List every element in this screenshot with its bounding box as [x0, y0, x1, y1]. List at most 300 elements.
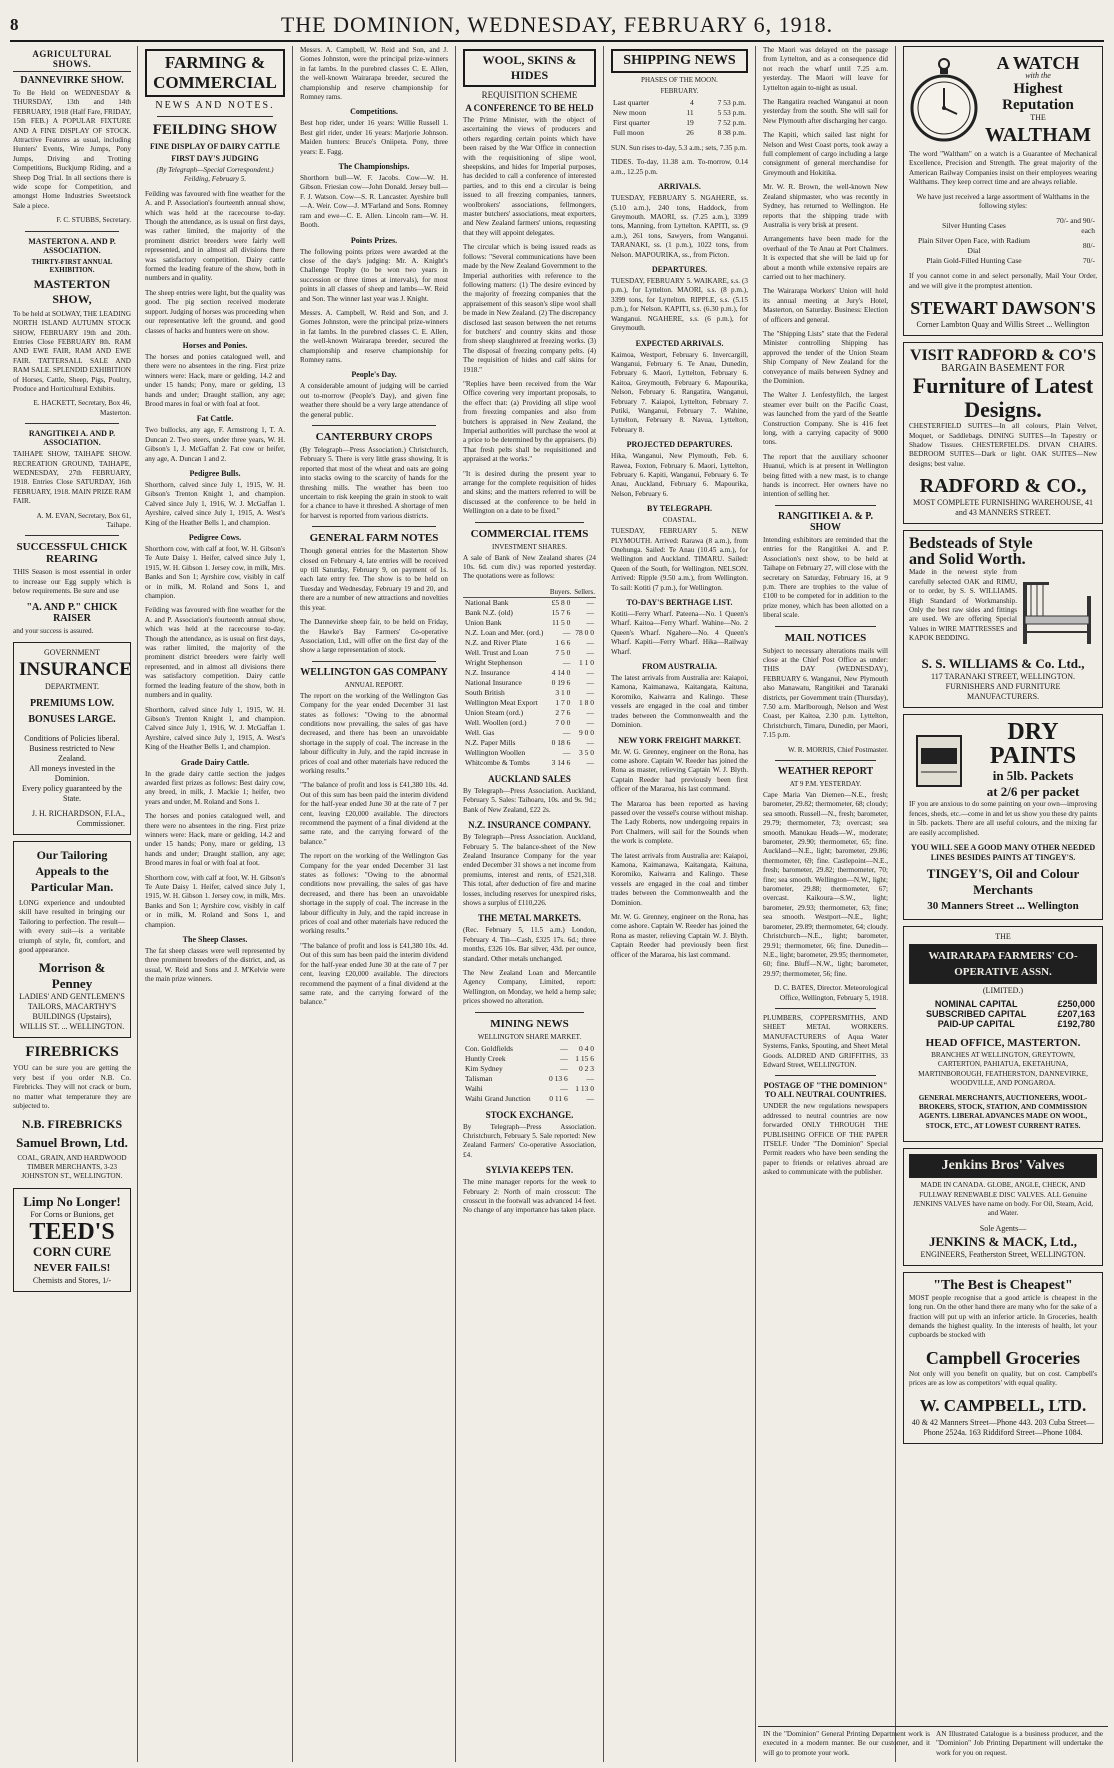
column-6	[758, 46, 893, 1762]
table-cell: —	[560, 1063, 568, 1073]
article-paragraph: The horses and ponies catalogued well, and there were no absentees in the ring. First prize winners were: Hack, mare or gelding, 14.2 and under 15 hands; Pony, mare or gelding, 13 hands and under; Draught stallion, any age; Brood mares in foal or with foal at foot.	[145, 352, 285, 408]
table-row	[463, 748, 596, 758]
article-paragraph: Kotiti—Ferry Wharf. Pateena—No. 1 Queen's Wharf. Kaitoa—Ferry Wharf. Wahine—No. 2 Queen's Wharf. Ngahere—No. 4 Queen's Wharf. Kapiti—Ferry Wharf. Hika—Railway Wharf.	[611, 610, 748, 656]
article-subheading: TO-DAY'S BERTHAGE LIST.	[626, 598, 733, 608]
article-paragraph: The report that the auxiliary schooner Huanui, which is at present in Wellington being fitted with a new mast, is to change hands is incorrect. Her owners have no intention of selling her.	[763, 452, 888, 499]
article-paragraph: SUN. Sun rises to-day, 5.3 a.m.; sets, 7.35 p.m.	[611, 144, 747, 152]
bedsteads-ad	[903, 530, 1103, 708]
page-number: 8	[10, 15, 19, 34]
table-row	[611, 128, 748, 138]
ad-title: VISIT RADFORD & CO'S	[910, 347, 1096, 365]
article-subheading: Points Prizes.	[350, 235, 398, 245]
masthead-title: THE DOMINION, WEDNESDAY, FEBRUARY 6, 1918.	[280, 12, 834, 37]
table-cell: Huntly Creek	[465, 1053, 506, 1063]
table-cell: 0 11 6	[549, 1093, 568, 1103]
ad-title: MASTERTON SHOW,	[33, 276, 111, 306]
ad-line: THE	[1030, 113, 1046, 122]
column-7	[898, 46, 1108, 1722]
article-paragraph: Messrs. A. Campbell, W. Reid and Son, and J. Gomes Johnston, were the principal prize-winners in fat lambs. In the purebred classes C. E. Allen, the well-known Wairarapa breeder, secured the championship and reserve championship for Romney rams.	[300, 46, 448, 102]
section-heading: FARMING & COMMERCIAL	[145, 49, 285, 97]
article-deck: FIRST DAY'S JUDGING	[171, 154, 259, 163]
farmers-cooperative-ad	[903, 926, 1103, 1142]
table-row	[611, 108, 748, 118]
ad-line: DEPARTMENT.	[45, 682, 99, 692]
table-row	[463, 708, 596, 718]
article-subheading: COASTAL.	[662, 516, 697, 525]
ad-firm: W. CAMPBELL, LTD.	[919, 1395, 1087, 1415]
table-cell: —	[586, 707, 594, 717]
ad-signoff: F. C. STUBBS, Secretary.	[56, 216, 131, 225]
ad-text: THIS Season is most essential in order to increase our Egg supply which is below requirements. Be sure and use	[13, 568, 131, 596]
table-row	[463, 1054, 596, 1064]
ad-signoff: E. HACKETT, Secretary, Box 46, Masterton.	[33, 399, 131, 417]
table-cell: Well. Woollen (ord.)	[465, 717, 527, 727]
article-paragraph: The latest arrivals from Australia are: Kaiapoi, Kamona, Kaimanawa, Kaitangata, Kaituna, Koromiko, Kaiwarra and Kalingo. These vessels are engaged in the coal and timber trades between the Commonwealth and the Dominion.	[611, 674, 748, 730]
table-row	[463, 738, 596, 748]
article-headline: MAIL NOTICES	[784, 631, 867, 644]
table-cell: —	[586, 687, 594, 697]
table-cell: 11	[686, 108, 694, 117]
article-paragraph: The Rangatira reached Wanganui at noon yesterday from the south. She will sail for New Plymouth after discharging her cargo.	[763, 98, 888, 125]
table-header	[463, 587, 548, 598]
table-cell: 3 14 6	[551, 757, 571, 767]
article-paragraph: The Prime Minister, with the object of ascertaining the views of producers and others regarding certain points which have been raised by the War Office in connection with the requisitioning of slipe wool, sheepskins, and hides for Imperial purposes, has decided to call a conference of interested parties, and to this end a circular is being issued to all freezing companies, tanners, woolbrokers' associations, fellmongers, master butchers' associations, meat exporters, and New Zealand farmers' unions, requesting that they will appoint delegates.	[463, 116, 596, 237]
table-cell: —	[586, 647, 594, 657]
table-row	[463, 1064, 596, 1074]
article-paragraph: Kaimoa, Westport, February 6. Invercargill, Wanganui, February 6. Te Anau, Dunedin, February 6. Maori, Lyttelton, February 6. Kaitoa, Greymouth, February 6. Mapourika, Nelson, February 6. Rangatira, Wanganui, February 7. Kaiapoi, Lyttelton, February 7. Putiki, Wanganui, February 7. Wahine, Lyttelton, February 8. Navua, Lyttelton, February 8.	[611, 350, 748, 434]
ad-text: BRANCHES AT WELLINGTON, GREYTOWN, CARTERTON, PAHIATUA, EKETAHUNA, MARTINBOROUGH, FEATHERSTON, DANNEVIRKE, WOODVILLE, AND PONGAROA.	[918, 1050, 1088, 1088]
table-cell: Union Bank	[465, 617, 502, 627]
table-cell: Wellington Woollen	[465, 747, 526, 757]
ad-text: and your success is assured.	[13, 626, 94, 635]
article-paragraph: Cape Maria Van Diemen—N.E., fresh; barometer, 29.82; thermometer, 68; cloudy; sea smooth. Russell—N., fresh; barometer, 29.79; thermometer, 73; overcast; sea smooth. Manukau Heads—W., moderate; barometer, 29.90; thermometer, 65; fine. Auckland—N.E., light; barometer, 29.86; thermometer, 69; fine. Castlepoint—N.E., fresh; barometer, 29.82; thermometer, 70; fine; sea smooth. Wellington—N.W., light; barometer, 29.88; thermometer, 67; overcast. Kaikoura—S.W., light; barometer, 29.93; thermometer, 63; fine; sea smooth. Westport—N.E., light; barometer, 29.89; thermometer, 64; cloudy. Christchurch—N.E., light; barometer, 29.91; thermometer, 66; fine. Dunedin—N.E., light; barometer, 29.95; thermometer, 60; fine. Bluff—N.W., light; barometer, 29.97; thermometer, 56; fine.	[763, 791, 888, 978]
table-cell: Con. Goldfields	[465, 1043, 513, 1053]
article-deck: INVESTMENT SHARES.	[492, 542, 567, 551]
table-cell: —	[586, 757, 594, 767]
article-paragraph: The report on the working of the Wellington Gas Company for the year ended December 31 last states as follows: "Owing to the abnormal conditions now prevailing, the sales of gas have decreased, and there has been an unavoidable shortage in the supply of coal. The increase in the labour difficulty in July, and the rapid increase in prices of coal and other materials have reduced the working results."	[300, 691, 448, 775]
ad-brand: TEED'S	[29, 1218, 115, 1245]
article-subheading: The Championships.	[338, 162, 410, 172]
ad-line: HEAD OFFICE, MASTERTON.	[925, 1036, 1081, 1049]
table-row	[463, 678, 596, 688]
table-cell: 15 7 6	[551, 607, 571, 617]
article-subheading: EXPECTED ARRIVALS.	[635, 338, 724, 348]
watch-price-list	[909, 216, 1097, 266]
article-paragraph: The fat sheep classes were well represented by three prominent breeders of the district, and, as usual, W. Reid and Sons and J. M'Kelvie were the main prize winners.	[145, 947, 285, 984]
article-paragraph: Mr. W. G. Grenney, engineer on the Rona, has come ashore. Captain W. Reeder has joined the Rona as master, relieving Captain W. J. Blyth. Captain Reeder had previously been first officer of the Mararoa, his last command.	[611, 913, 748, 959]
article-paragraph: The Kapiti, which sailed last night for Nelson and West Coast ports, took away a full complement of cargo including a large consignment of general merchandise for Greymouth and Hokitika.	[763, 131, 888, 177]
ad-line: BONUSES LARGE.	[28, 714, 116, 726]
article-paragraph: The Dannevirke sheep fair, to be held on Friday, the Hawke's Bay Farmers' Co-operative Association, Ltd., will offer on the first day of the show a large representation of stock.	[300, 618, 448, 655]
ad-title: N.B. FIREBRICKS	[21, 1116, 123, 1131]
ad-line: Sole Agents—	[979, 1223, 1027, 1233]
ad-subheading: THIRTY-FIRST ANNUAL EXHIBITION.	[31, 257, 113, 274]
article-paragraph: UNDER the new regulations newspapers addressed to neutral countries are now forwarded ONLY THROUGH THE PUBLISHING OFFICE OF THE PAPER ITSELF. Under "The Dominion" Special Permit readers who have been sending the paper to friends or relatives abroad are asked to communicate with the publisher.	[763, 1102, 888, 1177]
column-rule	[292, 46, 293, 1762]
column-rule	[895, 46, 896, 1762]
article-paragraph: By Telegraph—Press Association. Christchurch, February 5. Sale reported: New Zealand Farmers' Co-operative Association, £4.	[463, 1122, 596, 1159]
article-subheading: Competitions.	[350, 107, 398, 117]
table-row	[909, 999, 1097, 1009]
article-deck: ANNUAL REPORT.	[344, 680, 404, 689]
ad-line: LADIES' AND GENTLEMEN'S TAILORS, MACARTHY'S BUILDINGS (Upstairs), WILLIS ST. ... WELLINGTON.	[19, 992, 125, 1032]
article-paragraph: Feilding was favoured with fine weather for the A. and P. Association's fourteenth annual show, which was held at the racecourse to-day. Though the attendance, as is usual on first days, was rather limited, the majority of the prominent district breeders were fairly well represented, and in almost all divisions there was satisfactory competition. Dairy cattle formed the leading feature of the show, both in numbers and in quality.	[145, 189, 285, 283]
ad-title: Jenkins Bros' Valves	[941, 1158, 1065, 1174]
table-row	[463, 1084, 596, 1094]
table-cell: Plain Gold-Filled Hunting Case	[926, 256, 1022, 266]
article-paragraph: The Maori was delayed on the passage from Lyttelton, and as a consequence did not reach the wharf until 7.25 a.m. yesterday. The Maori will leave for Lyttelton again to-night as usual.	[763, 46, 888, 92]
article-headline: GENERAL FARM NOTES	[309, 532, 439, 545]
article-paragraph: Messrs. A. Campbell, W. Reid and Son, and J. Gomes Johnston, were the principal prize-winners in fat lambs. In the purebred classes C. E. Allen, the well-known Wairarapa breeder, secured the championship and reserve championship for Romney rams.	[300, 308, 448, 364]
table-cell: 2 7 6	[555, 707, 571, 717]
masthead	[10, 10, 1104, 42]
dry-paints-ad	[903, 714, 1103, 920]
ad-signoff: A. M. EVAN, Secretary, Box 61, Taihape.	[36, 511, 131, 529]
table-cell: £192,780	[1057, 1018, 1095, 1029]
ad-text: To be held at SOLWAY, THE LEADING NORTH ISLAND AUTUMN STOCK SHOW, FEBRUARY 19th and 20th. Entries Close FEBRUARY 8th. RAM AND EWE FAIR, RAM AND EWE FAIR. TATTERSALL SALE AND RAM SALE. SPLENDID EXHIBITION of Horses, Cattle, Sheep, Pigs, Poultry, Produce and Horticultural Exhibits.	[13, 309, 132, 393]
ad-title: Bedsteads of Style	[909, 535, 1033, 553]
table-cell: 8 38 p.m.	[717, 128, 746, 137]
table-cell: 1 8 0	[579, 697, 594, 707]
ad-line: Every policy guaranteed by the State.	[22, 784, 122, 804]
ad-line: 117 TARANAKI STREET, WELLINGTON.	[930, 672, 1075, 682]
table-cell: 4	[689, 98, 694, 107]
article-paragraph: The mine manager reports for the week to February 2: North of main crosscut: The crosscut in the footwall was advanced 14 feet. No change of any importance has taken place.	[463, 1178, 596, 1215]
moon-phases-table	[611, 98, 748, 138]
tailoring-ad	[13, 841, 131, 1038]
table-cell: 0 4 0	[579, 1043, 594, 1053]
article-headline: CANTERBURY CROPS	[315, 431, 433, 443]
article-paragraph: The horses and ponies catalogued well, and there were no absentees in the ring. First prize winners were: Hack, mare or gelding, 14.2 and under 15 hands; Pony, mare or gelding, 13 hands and under; Draught stallion, any age; Brood mares in foal or with foal at foot.	[145, 812, 285, 868]
article-headline: WELLINGTON GAS COMPANY	[300, 666, 448, 678]
table-row	[463, 1074, 596, 1084]
article-paragraph: TUESDAY, FEBRUARY 5. WAIKARE, s.s. (3 p.m.), for Lyttelton. MAORI, s.s. (8 p.m.), 3399 tons, for Lyttelton. RIPPLE, s.s. (5.15 p.m.), for Nelson. KAPITI, s.s. (6.30 p.m.), for Wanganui. NGAHERE, s.s. (6 p.m.), for Greymouth.	[611, 277, 748, 333]
ad-text: MADE IN CANADA. GLOBE, ANGLE, CHECK, AND FULLWAY RENEWABLE DISC VALVES. ALL Genuine JENKINS VALVES have name on body. For Oil, Steam, Acid, and Water.	[912, 1181, 1094, 1218]
article-paragraph: The report on the working of the Wellington Gas Company for the year ended December 31 last states as follows: "Owing to the abnormal conditions now prevailing, the sales of gas have decreased, and there has been an unavoidable shortage in the supply of coal. The increase in the labour difficulty in July, and the rapid increase in prices of coal and other materials have reduced the working results."	[300, 852, 448, 936]
table-cell: —	[560, 1083, 568, 1093]
ad-firm: WAIRARAPA FARMERS' CO-OPERATIVE ASSN.	[928, 949, 1078, 978]
section-heading: WOOL, SKINS & HIDES	[463, 49, 596, 87]
table-row	[463, 718, 596, 728]
column-rule	[455, 46, 456, 1762]
ad-text: To Be Held on WEDNESDAY & THURSDAY, 13th and 14th FEBRUARY, 1918 (Half Fare, FRIDAY, 15th FEB.) A POPULAR FIXTURE AND A FINE DISPLAY OF STOCK. Attractive Features as usual, including Hunters' Events, Wire Jumps, Pony Jumps, Driving and Trotting Competitions, Buckjump Riding, and a Sheep Dog Trial. In all sections there is wide scope for Competition, and amongst Home Industries Sweetstock Sale a piece.	[13, 89, 131, 210]
article-deck: FINE DISPLAY OF DAIRY CATTLE	[150, 142, 280, 151]
article-paragraph: Shorthorn cow, with calf at foot, W. H. Gibson's Te Aute Daisy 1. Heifer, calved since July 1, 1915, W. H. Gibson 1. Jersey cow, in milk, Mrs. Banks and Son 1; Ayrshire cow, visibly in calf or in milk, M. Roland and Sons 1, and champion.	[145, 873, 285, 929]
ad-line: 30 Manners Street ... Wellington	[927, 899, 1079, 912]
table-cell: —	[560, 1043, 568, 1053]
article-paragraph: Mr. W. G. Grenney, engineer on the Rona, has come ashore. Captain W. Reeder has joined the Rona as master, relieving Captain W. J. Blyth. Captain Reeder had previously been first officer of the Mararoa, his last command.	[611, 747, 748, 794]
section-subheading: NEWS AND NOTES.	[155, 100, 275, 111]
table-cell: —	[560, 1053, 568, 1063]
table-cell: —	[562, 727, 571, 737]
article-subheading: PHASES OF THE MOON.	[641, 76, 718, 84]
mining-quotations-table	[463, 1044, 596, 1104]
article-paragraph: The following points prizes were awarded at the close of the day's judging: Mr. A. Knight's Challenge Trophy (to be won two years in succession or three times at intervals), for most points in all classes of sheep and lambs—W. Reid and Son. The winner last year was J. Knight.	[300, 247, 448, 303]
article-paragraph: TUESDAY, FEBRUARY 5. NGAHERE, ss. (5.10 a.m.), 240 tons, Haddock, from Greymouth. MAORI, ss. (7.25 a.m.), 3399 tons, Manning, from Lyttelton. KAPITI, ss. (9 a.m.), 261 tons, Sawyers, from Wanganui. TARANAKI, ss. (1 p.m.), 1022 tons, from Nelson. MAPOURIKA, ss., from Picton.	[611, 194, 748, 259]
ad-brand: Campbell Groceries	[925, 1347, 1081, 1368]
table-cell: —	[586, 737, 594, 747]
ad-text: If you cannot come in and select personally, Mail Your Order, and we will give it the promptest attention.	[909, 272, 1097, 290]
table-row	[463, 638, 596, 648]
ad-firm: S. S. WILLIAMS & Co. Ltd.,	[921, 656, 1085, 672]
table-row	[909, 236, 1097, 256]
ad-firm: TINGEY'S, Oil and Colour Merchants	[926, 865, 1080, 897]
table-cell: 80/-	[1082, 241, 1095, 251]
article-paragraph: By Telegraph—Press Association. Auckland, February 5. Sales: Taihoaru, 10s. and 9s. 9d.; Bank of New Zealand, £22 2s.	[463, 786, 596, 814]
table-cell: Wright Stephenson	[465, 657, 523, 667]
ad-line: THE	[995, 931, 1011, 941]
jenkins-valves-ad	[903, 1148, 1103, 1266]
table-cell: N.Z. Loan and Mer. (ord.)	[465, 627, 544, 637]
ad-title: Furniture of Latest Designs.	[912, 373, 1094, 423]
footer-notice: AN Illustrated Catalogue is a business producer, and the "Dominion" Job Printing Department will undertake the work for you on request.	[936, 1730, 1103, 1757]
ad-brand: CORN CURE	[32, 1243, 112, 1259]
table-cell: NOMINAL CAPITAL	[934, 998, 1018, 1009]
ad-text: LONG experience and undoubted skill have resulted in bringing our Tailoring to perfection. The result—with every suit—is a veritable triumph of style, fit, comfort, and good appearance.	[19, 899, 125, 955]
footer-notice: IN the "Dominion" General Printing Department work is executed in a modern manner. Be our customer, and it will go to promote your work.	[763, 1730, 930, 1757]
article-subheading: Fat Cattle.	[196, 414, 234, 424]
column-rule	[603, 46, 604, 1762]
table-cell: Full moon	[613, 128, 645, 137]
article-paragraph: "The balance of profit and loss is £41,380 10s. 4d. Out of this sum has been paid the interim dividend for the half-year ended June 30 at the rate of 7 per cent, leaving £20,000 available. The directors recommend the payment of a final dividend at the same rate, and the carrying forward of the balance."	[300, 941, 448, 1007]
article-headline: N.Z. INSURANCE COMPANY.	[468, 820, 591, 831]
table-cell: —	[586, 607, 594, 617]
article-paragraph: The sheep entries were light, but the quality was good. The pig section received moderate support. Judging of horses was proceeding when our representative left the ground, and good classes of hacks and hunters were on show.	[145, 288, 285, 335]
table-cell: 7 52 p.m.	[717, 118, 746, 127]
article-subheading: Pedigree Bulls.	[189, 468, 241, 478]
table-cell: PAID-UP CAPITAL	[937, 1018, 1015, 1029]
article-paragraph: The latest arrivals from Australia are: Kaiapoi, Kamona, Kaimanawa, Kaitangata, Kaituna, Koromiko, Kaiwarra and Kalingo. These vessels are engaged in the coal and timber trades between the Commonwealth and the Dominion.	[611, 851, 748, 907]
column-rule	[137, 46, 138, 1762]
article-subheading: NEW YORK FREIGHT MARKET.	[618, 735, 741, 745]
article-subheading: People's Day.	[351, 370, 397, 380]
table-cell: 1 15 6	[575, 1053, 594, 1063]
table-row	[463, 728, 596, 738]
column-2	[140, 46, 290, 1762]
ad-title: INSURANCE	[19, 659, 132, 681]
table-row	[909, 1009, 1097, 1019]
article-paragraph: PLUMBERS, COPPERSMITHS, AND SHEET METAL WORKERS. MANUFACTURERS of Aqua Water Systems, Fanks, Spouting, and Sheet Metal Goods. ALDRED AND GRIFFITHS, 33 Edward Street, WELLINGTON.	[763, 1013, 888, 1069]
ad-line: in 5lb. Packets	[992, 768, 1074, 784]
article-paragraph: TUESDAY, FEBRUARY 5. NEW PLYMOUTH. Arrived: Rarawa (8 a.m.), from Onehunga. Sailed: Te Anau (10.45 a.m.), for Wellington and Auckland. TIMARU. Sailed: Queen of the South, for Wellington. NELSON. Arrived: Ripple (9.50 a.m.), from Wellington. To sail: Kotiti (7 p.m.), for Wellington.	[611, 527, 748, 592]
ad-text: CHESTERFIELD SUITES—In all colours, Plain Velvet, Moquet, or Saddlebags. DINING SUITES—In Tapestry or Shadow Tissues. CHESTERFIELDS. DIVAN CHAIRS. BEDROOM SUITES—Dark or light. OAK SUITES—New designs; best value.	[909, 422, 1097, 468]
table-cell: —	[586, 667, 594, 677]
article-paragraph: The "Shipping Lists" state that the Federal Minister controlling Shipping has approved the tender of the Union Steam Ship Company of New Zealand for the conveyance of mails between Sydney and the Dominion.	[763, 329, 888, 385]
article-headline: RANGITIKEI A. & P. SHOW	[778, 510, 873, 533]
campbell-groceries-ad	[903, 1272, 1103, 1444]
column-1	[8, 46, 136, 1762]
ad-line: Business restricted to New Zealand.	[29, 744, 115, 764]
ad-line: ENGINEERS, Featherston Street, WELLINGTON.	[920, 1249, 1086, 1259]
article-paragraph: Shorthorn cow, with calf at foot, W. H. Gibson's Te Aute Daisy 1. Heifer, calved since July 1, 1915, W. H. Gibson 1. Jersey cow, in milk, Mrs. Banks and Son 1; Ayrshire cow, visibly in calf or in milk, M. Roland and Sons 1, and champion.	[145, 545, 285, 601]
ad-text: Not only will you benefit on quality, but on cost. Campbell's prices are as low as competitors' with equal quality.	[909, 1369, 1097, 1388]
ad-firm: Morrison & Penney	[38, 960, 106, 992]
bedstead-icon	[1017, 572, 1097, 652]
article-headline: SYLVIA KEEPS TEN.	[485, 1165, 574, 1176]
ad-title: Limp No Longer!	[23, 1193, 121, 1209]
ad-line: Conditions of Policies liberal.	[24, 734, 120, 744]
article-headline: STOCK EXCHANGE.	[485, 1109, 574, 1120]
ad-line: Chemists and Stores, 1/-	[32, 1275, 112, 1285]
ad-title: Highest Reputation	[1002, 81, 1074, 113]
article-paragraph: Mr. W. R. Brown, the well-known New Zealand shipmaster, who was recently in Sydney, has returned to Wellington. He reports that the shipping trade with Australia is very brisk at present.	[763, 183, 888, 229]
article-deck: WELLINGTON SHARE MARKET.	[477, 1032, 582, 1041]
table-cell: South British	[465, 687, 505, 697]
table-cell: 1 7 0	[555, 697, 571, 707]
ad-title: "The Best is Cheapest"	[933, 1277, 1073, 1293]
ad-text: We have just received a large assortment of Walthams in the following styles:	[916, 192, 1090, 211]
ad-text: COAL, GRAIN, AND HARDWOOD TIMBER MERCHANTS, 3-23 JOHNSTON ST., WELLINGTON.	[17, 1153, 127, 1181]
table-row	[463, 1044, 596, 1054]
article-headline: MINING NEWS	[490, 1017, 569, 1030]
table-cell: 7 0 0	[555, 717, 571, 727]
article-paragraph: (By Telegraph—Press Association.) Christchurch, February 5. There is very little grass showing. It is reported that most of the wheat and oats are going into stacks owing to the scarcity of hands for the threshing mills. The weather has been too uncertain to risk keeping the grain in stook to wait for a chance to have it threshed. A shortage of men for harvest is reported from various districts.	[300, 446, 448, 520]
column-3	[295, 46, 453, 1762]
ad-title: FIREBRICKS	[25, 1044, 119, 1061]
ad-text: IF you are anxious to do some painting on your own—improving fences, sheds, etc.—come in and let us show you these dry paints in 5lb. packets. There are all useful colours, and the mixing far are easily accomplished.	[909, 800, 1097, 837]
table-cell: First quarter	[613, 118, 650, 127]
table-cell: 1 13 0	[575, 1083, 594, 1093]
ad-title: A WATCH	[996, 53, 1080, 73]
ad-text: YOU can be sure you are getting the very best if you order N.B. Co. Firebricks. They will not crack or burn, no matter what temperature they are subjected to.	[13, 1064, 131, 1111]
ad-line: 40 & 42 Manners Street—Phone 443. 203 Cuba Street—Phone 2524a. 163 Riddiford Street—Phone 1084.	[911, 1417, 1095, 1437]
table-cell: National Insurance	[465, 677, 522, 687]
article-signoff: W. R. MORRIS, Chief Postmaster.	[788, 745, 888, 754]
article-subheading: Horses and Ponies.	[182, 340, 248, 350]
radford-furniture-ad	[903, 342, 1103, 524]
ad-heading: SUCCESSFUL CHICK REARING	[16, 541, 128, 566]
share-quotations-table	[463, 587, 596, 768]
table-cell: 19	[686, 118, 694, 127]
section-subheading: REQUISITION SCHEME	[481, 90, 578, 100]
article-paragraph: In the grade dairy cattle section the judges awarded first prizes as follows: Best dairy cow, any breed, in milk, J. Mackie 1; heifer, two years and under, M. Roland and Sons 1.	[145, 769, 285, 806]
table-row	[611, 118, 748, 128]
capital-table	[909, 999, 1097, 1029]
table-cell: 7 53 p.m.	[717, 98, 746, 107]
table-cell: —	[562, 747, 571, 757]
ad-heading: DANNEVIRKE SHOW.	[20, 75, 124, 86]
ad-title: DRY PAINTS	[989, 719, 1077, 770]
table-cell: Silver Hunting Cases	[942, 221, 1006, 231]
column-5	[606, 46, 753, 1762]
table-cell: £5 8 0	[551, 597, 571, 607]
ad-firm: RADFORD & CO.,	[919, 475, 1087, 498]
article-paragraph: A sale of Bank of New Zealand shares (24 10s. 6d. cum div.) was reported yesterday. The quotations were as follows:	[463, 553, 596, 581]
article-paragraph: Though general entries for the Masterton Show closed on February 4, late entries will be received up till Saturday, February 9, on payment of 1s. each late entry fee. The show is to be held on Tuesday and Wednesday, February 19 and 20, and there are a number of new attractions and novelties this year.	[300, 547, 448, 612]
ad-line: (LIMITED.)	[982, 985, 1024, 995]
ad-line: PREMIUMS LOW.	[29, 698, 115, 710]
table-row	[611, 98, 748, 108]
table-cell: —	[586, 677, 594, 687]
ad-heading: MASTERTON A. AND P. ASSOCIATION.	[28, 236, 116, 255]
ad-line: FURNISHERS AND FURNITURE MANUFACTURERS.	[945, 682, 1061, 702]
table-cell: 11 5 0	[551, 617, 571, 627]
table-cell: —	[586, 1093, 594, 1103]
article-paragraph: The New Zealand Loan and Mercantile Agency Company, Limited, report: Wellington, on Monday, we held a hemp sale; prices showed no alteration.	[463, 968, 596, 1006]
section-heading: AGRICULTURAL SHOWS.	[13, 49, 131, 72]
ad-firm: Samuel Brown, Ltd.	[16, 1134, 128, 1150]
table-cell: —	[586, 1073, 594, 1083]
table-cell: 4 14 0	[551, 667, 571, 677]
ad-line: MOST COMPLETE FURNISHING WAREHOUSE, 41 and 43 MANNERS STREET.	[913, 498, 1093, 518]
table-cell: 7 5 0	[555, 647, 571, 657]
article-subheading: ARRIVALS.	[658, 182, 701, 192]
article-paragraph: Shorthorn bull—W. F. Jacobs. Cow—W. H. Gibson. Friesian cow—John Donald. Jersey bull—F. J. Watson. Cow—S. R. Lancaster. Ayrshire bull—A. Weir. Cow—J. M'Farland and Sons. Romney ram and ewe—C. E. Allen. Lincoln ram—W. H. Booth.	[300, 174, 448, 230]
table-cell: Well. Trust and Loan	[465, 647, 529, 657]
table-row	[463, 668, 596, 678]
table-cell: —	[562, 657, 571, 667]
ad-text: The word "Waltham" on a watch is a Guarantee of Mechanical Excellence, Precision and Strength. The great majority of the American Railway Companies insist on their employees wearing Walthams. They keep correct time and are always reliable.	[909, 150, 1097, 187]
article-subheading: Pedigree Cows.	[188, 533, 242, 542]
article-byline: (By Telegraph—Special Correspondent.) Feilding, February 5.	[156, 166, 274, 184]
ad-line: All moneys invested in the Dominion.	[29, 764, 115, 784]
article-headline: WEATHER REPORT	[777, 766, 874, 777]
table-row	[463, 698, 596, 708]
article-headline: COMMERCIAL ITEMS	[470, 527, 589, 540]
article-subheading: DEPARTURES.	[651, 265, 708, 275]
table-row	[463, 688, 596, 698]
article-paragraph: Two bullocks, any age, F. Armstrong 1, T. A. Duncan 2. Two steers, under three years, W. H. Gibson's 1, J. McGaffan 2. Fat cow or heifer, any age, A. Duncan 1 and 2.	[145, 426, 285, 463]
table-cell: Last quarter	[613, 98, 650, 107]
ad-text: MOST people recognise that a good article is cheapest in the long run. On the other hand there are many who for the sake of a fraction will put up with an inferior article. In Groceries, health demands the highest quality. In the interests of health, let your cupboards be stocked with	[909, 1293, 1097, 1340]
table-cell: 0 18 6	[551, 737, 571, 747]
article-headline: POSTAGE OF "THE DOMINION" TO ALL NEUTRAL COUNTRIES.	[763, 1081, 888, 1100]
paint-packet-icon	[909, 730, 969, 790]
table-cell: 0 2 3	[579, 1063, 594, 1073]
ad-text: Made in the newest style from carefully selected OAK and RIMU, or to order, by S. S. WILLIAMS. High Standard of Workmanship. Only the best raw sides and fittings are used. We are offering Special Values in WIRE MATTRESSES and KAPOK BEDDING.	[909, 568, 1017, 643]
ad-line: YOU WILL SEE A GOOD MANY OTHER NEEDED LINES BESIDES PAINTS AT TINGEY'S.	[910, 842, 1096, 862]
table-header: Sellers.	[574, 587, 595, 596]
table-cell: 0 19 6	[551, 677, 571, 687]
table-cell: Union Steam (ord.)	[465, 707, 524, 717]
table-cell: 9 0 0	[579, 727, 594, 737]
article-headline: THE METAL MARKETS.	[477, 913, 582, 924]
table-row	[463, 1094, 596, 1104]
table-cell: —	[562, 627, 571, 637]
ad-title: and Solid Worth.	[909, 551, 1026, 569]
table-cell: £250,000	[1057, 998, 1095, 1009]
article-paragraph: "The balance of profit and loss is £41,380 10s. 4d. Out of this sum has been paid the interim dividend for the half-year ended June 30 at the rate of 7 per cent, leaving £20,000 available. The directors recommend the payment of a final dividend at the same rate, and the carrying forward of the balance."	[300, 781, 448, 846]
article-paragraph: Arrangements have been made for the overhaul of the Te Anau at Port Chalmers. It is expected that she will be laid up for about a month while extensive repairs are carried out to her machinery.	[763, 235, 888, 281]
article-paragraph: "Replies have been received from the War Office covering very important proposals, to the effect that: (a) Providing all slipe wool from freezing companies and also from butchers is appraised in New Zealand, the Imperial authorities will purchase the wool at a price to be determined by the appraisers. (b) That fresh pelts shall be requisitioned and appraised at the works."	[463, 379, 596, 464]
ad-title: Our Tailoring Appeals to the Particular Man.	[30, 848, 114, 895]
article-paragraph: Shorthorn, calved since July 1, 1915, W. H. Gibson's Trenton Knight 1, and champion. Calved since July 1, 1916, W. J. McGaffan 1. Ayrshire, calved since July 1, 1915, A. West's King of the Heather Bells 1, and champion.	[145, 480, 285, 527]
table-header: Buyers.	[549, 587, 572, 596]
table-row	[463, 658, 596, 668]
ad-line: NEVER FAILS!	[33, 1261, 111, 1274]
article-paragraph: Feilding was favoured with fine weather for the A. and P. Association's fourteenth annual show, which was held at the racecourse to-day. Though the attendance, as is usual on first days, was rather limited, the majority of the prominent district breeders were fairly well represented, and in almost all divisions there was satisfactory competition. Dairy cattle formed the leading feature of the show, both in numbers and in quality.	[145, 606, 285, 700]
article-paragraph: A considerable amount of judging will be carried out to-morrow (People's Day), and given fine weather there should be a very large attendance of the general public.	[300, 382, 448, 419]
table-row	[909, 1019, 1097, 1029]
ad-line: Corner Lambton Quay and Willis Street ... Wellington	[916, 320, 1090, 330]
table-cell: National Bank	[465, 597, 509, 607]
table-row	[463, 608, 596, 618]
pocket-watch-icon	[909, 56, 979, 146]
table-cell: N.Z. Insurance	[465, 667, 510, 677]
table-cell: Kim Sydney	[465, 1063, 503, 1073]
article-subheading: Grade Dairy Cattle.	[180, 757, 250, 767]
table-row	[463, 758, 596, 768]
article-headline: FEILDING SHOW	[152, 122, 278, 138]
article-paragraph: The Walter J. Lenfestyfilch, the largest steamer ever built on the Pacific Coast, was launched from the yard of the Seattle Construction Company. She is 416 feet long, with a carrying capacity of 9000 tons.	[763, 391, 888, 447]
article-paragraph: "It is desired during the present year to arrange for the complete requisition of hides and skins; and the matters referred to will be discussed at the conference to be held in Wellington on a date to be fixed."	[463, 469, 596, 516]
ad-line: at 2/6 per packet	[986, 784, 1080, 800]
article-paragraph: The Mararoa has been reported as having passed over the vessel's course without mishap. The Lady Roberts, now undergoing repairs in Port Chalmers, will sail for the Sounds when the work is complete.	[611, 799, 748, 846]
table-cell: 5 53 p.m.	[717, 108, 746, 117]
article-signoff: D. C. BATES, Director. Meteorological Office, Wellington, February 5, 1918.	[774, 984, 888, 1002]
table-cell: —	[586, 597, 594, 607]
table-cell: 1 1 0	[579, 657, 594, 667]
